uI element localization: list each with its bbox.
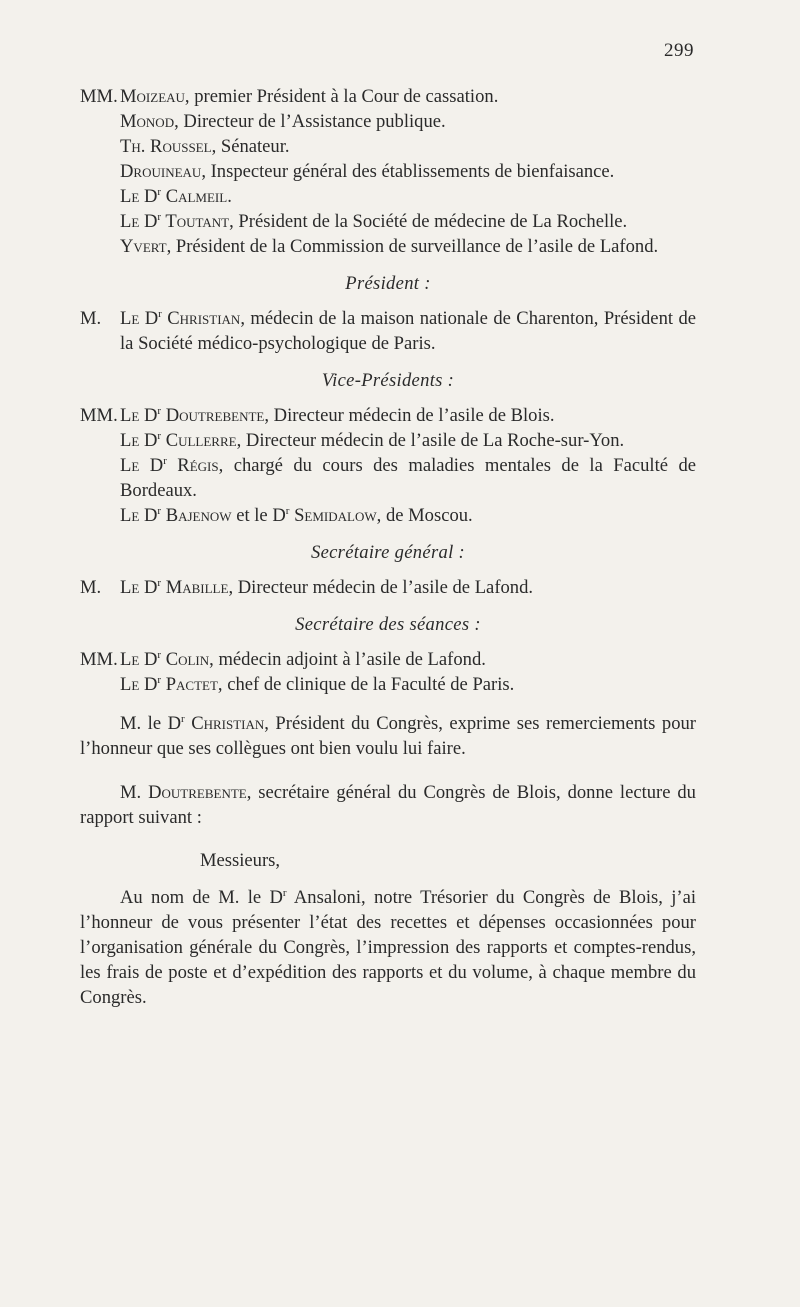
member-prefix-sup: r (285, 504, 290, 517)
vice-president-entry-bajenow (80, 503, 696, 528)
para-prefix: M. (120, 781, 149, 803)
member-entry-roussel (80, 134, 696, 159)
member-title: , médecin de la maison nationale de Charenton, Président de la Société médico-psychologique de Paris. (120, 308, 697, 354)
member-title: , médecin adjoint à l’asile de Lafond. (209, 649, 486, 670)
entry-lead: MM. (80, 405, 118, 426)
entry-lead: M. (80, 577, 102, 598)
member-title: , Directeur de l’Assistance publique. (174, 111, 446, 132)
section-heading-session-secretaries: Secrétaire des séances : (295, 614, 481, 635)
member-entry-monod (80, 109, 696, 134)
para-prefix: Au nom de M. le D (120, 887, 283, 909)
member-name: Th. Roussel (120, 136, 212, 157)
member-title: , Président de la Société de médecine de La Rochelle. (229, 211, 628, 232)
member-prefix: Le D (120, 430, 158, 451)
para-prefix: M. le D (120, 713, 182, 734)
page-number: 299 (664, 40, 694, 61)
member-name: Calmeil (161, 186, 228, 207)
paragraph-thanks (80, 711, 696, 761)
member-prefix: Le D (120, 308, 159, 329)
member-prefix-sup: r (157, 576, 162, 589)
member-title: , Directeur médecin de l’asile de Blois. (264, 405, 555, 426)
member-prefix-sup: r (157, 429, 162, 442)
entry-lead: M. (80, 308, 102, 329)
member-title: , chef de clinique de la Faculté de Paris. (217, 674, 515, 695)
president-entry (80, 306, 696, 356)
member-prefix-sup: r (157, 648, 162, 661)
member-conjunction: et le D (231, 505, 286, 526)
session-secretary-entry-colin (80, 647, 696, 672)
vice-president-entry-cullerre (80, 428, 696, 453)
member-name: Pactet (161, 674, 218, 695)
member-prefix-sup: r (157, 185, 162, 198)
member-name: Bajenow (161, 505, 232, 526)
member-entry-drouineau (80, 159, 696, 184)
para-name: Doutrebente (148, 781, 247, 803)
member-name: Doutrebente (161, 405, 265, 426)
member-name: Semidalow (289, 505, 377, 526)
member-title: , Directeur médecin de l’asile de Lafond. (228, 577, 534, 598)
member-name: Mabille (161, 577, 229, 598)
para-prefix-sup: r (282, 887, 287, 899)
vice-president-entry-doutrebente (80, 403, 696, 428)
member-title: , Inspecteur général des établissements de bienfaisance. (201, 161, 615, 182)
paragraph-report-intro (80, 780, 696, 830)
member-name: Cullerre (161, 430, 237, 451)
member-prefix: Le D (120, 455, 164, 476)
member-prefix: Le D (120, 649, 158, 670)
member-prefix-sup: r (157, 504, 162, 517)
section-heading-vice-presidents: Vice-Présidents : (321, 370, 455, 391)
member-title: . (227, 186, 232, 207)
member-title: , Directeur médecin de l’asile de La Roche-sur-Yon. (236, 430, 625, 451)
member-name: Yvert (120, 236, 167, 257)
para-text: Ansaloni, notre Trésorier du Congrès de Blois, j’ai l’honneur de vous présenter l’état des recettes et dépenses occasionnées pour l’organisation générale du Congrès, l’impression des rapports et comptes-rendus, les frais de poste et d’expédition des rapports et du volume, à chaque membre du Congrès. (80, 887, 697, 1009)
member-prefix: Le D (120, 505, 158, 526)
member-name: Monod (120, 111, 175, 132)
member-name: Toutant (161, 211, 230, 232)
member-prefix-sup: r (157, 404, 162, 417)
member-entry-calmeil (80, 184, 696, 209)
member-prefix-sup: r (157, 673, 162, 686)
member-prefix-sup: r (163, 454, 167, 467)
member-title: , Sénateur. (211, 136, 290, 157)
member-name: Moizeau (120, 86, 185, 107)
member-entry-yvert (80, 234, 696, 259)
para-prefix-sup: r (181, 712, 185, 725)
session-secretary-entry-pactet (80, 672, 696, 697)
section-heading-president: Président : (345, 273, 431, 294)
vice-president-entry-regis (80, 453, 696, 503)
member-prefix: Le D (120, 577, 158, 598)
member-title: , de Moscou. (376, 505, 473, 526)
paragraph-report-body (80, 885, 696, 1010)
salutation: Messieurs, (200, 850, 281, 872)
secretary-general-entry (80, 575, 696, 600)
member-title: , premier Président à la Cour de cassation. (184, 86, 499, 107)
member-name: Christian (161, 308, 241, 329)
member-entry-moizeau (80, 84, 696, 109)
member-title: , Président de la Commission de surveillance de l’asile de Lafond. (166, 236, 659, 257)
member-prefix-sup: r (158, 307, 162, 320)
section-heading-secretary-general: Secrétaire général : (310, 542, 465, 563)
member-prefix: Le D (120, 186, 158, 207)
member-prefix: Le D (120, 405, 158, 426)
member-name: Colin (161, 649, 210, 670)
member-prefix: Le D (120, 211, 158, 232)
para-name: Christian (184, 713, 265, 734)
member-name: Régis (166, 455, 219, 476)
entry-lead: MM. (80, 86, 118, 107)
member-entry-toutant (80, 209, 696, 234)
member-title: , chargé du cours des maladies mentales de la Faculté de Bordeaux. (120, 455, 697, 501)
para-text: , Président du Congrès, exprime ses remerciements pour l’honneur que ses collègues ont bien voulu lui faire. (80, 713, 696, 759)
member-prefix: Le D (120, 674, 158, 695)
para-text: , secrétaire général du Congrès de Blois, donne lecture du rapport suivant : (80, 781, 696, 828)
entry-lead: MM. (80, 649, 118, 670)
member-prefix-sup: r (157, 210, 162, 223)
page-text (80, 84, 696, 1029)
member-name: Drouineau (120, 161, 202, 182)
